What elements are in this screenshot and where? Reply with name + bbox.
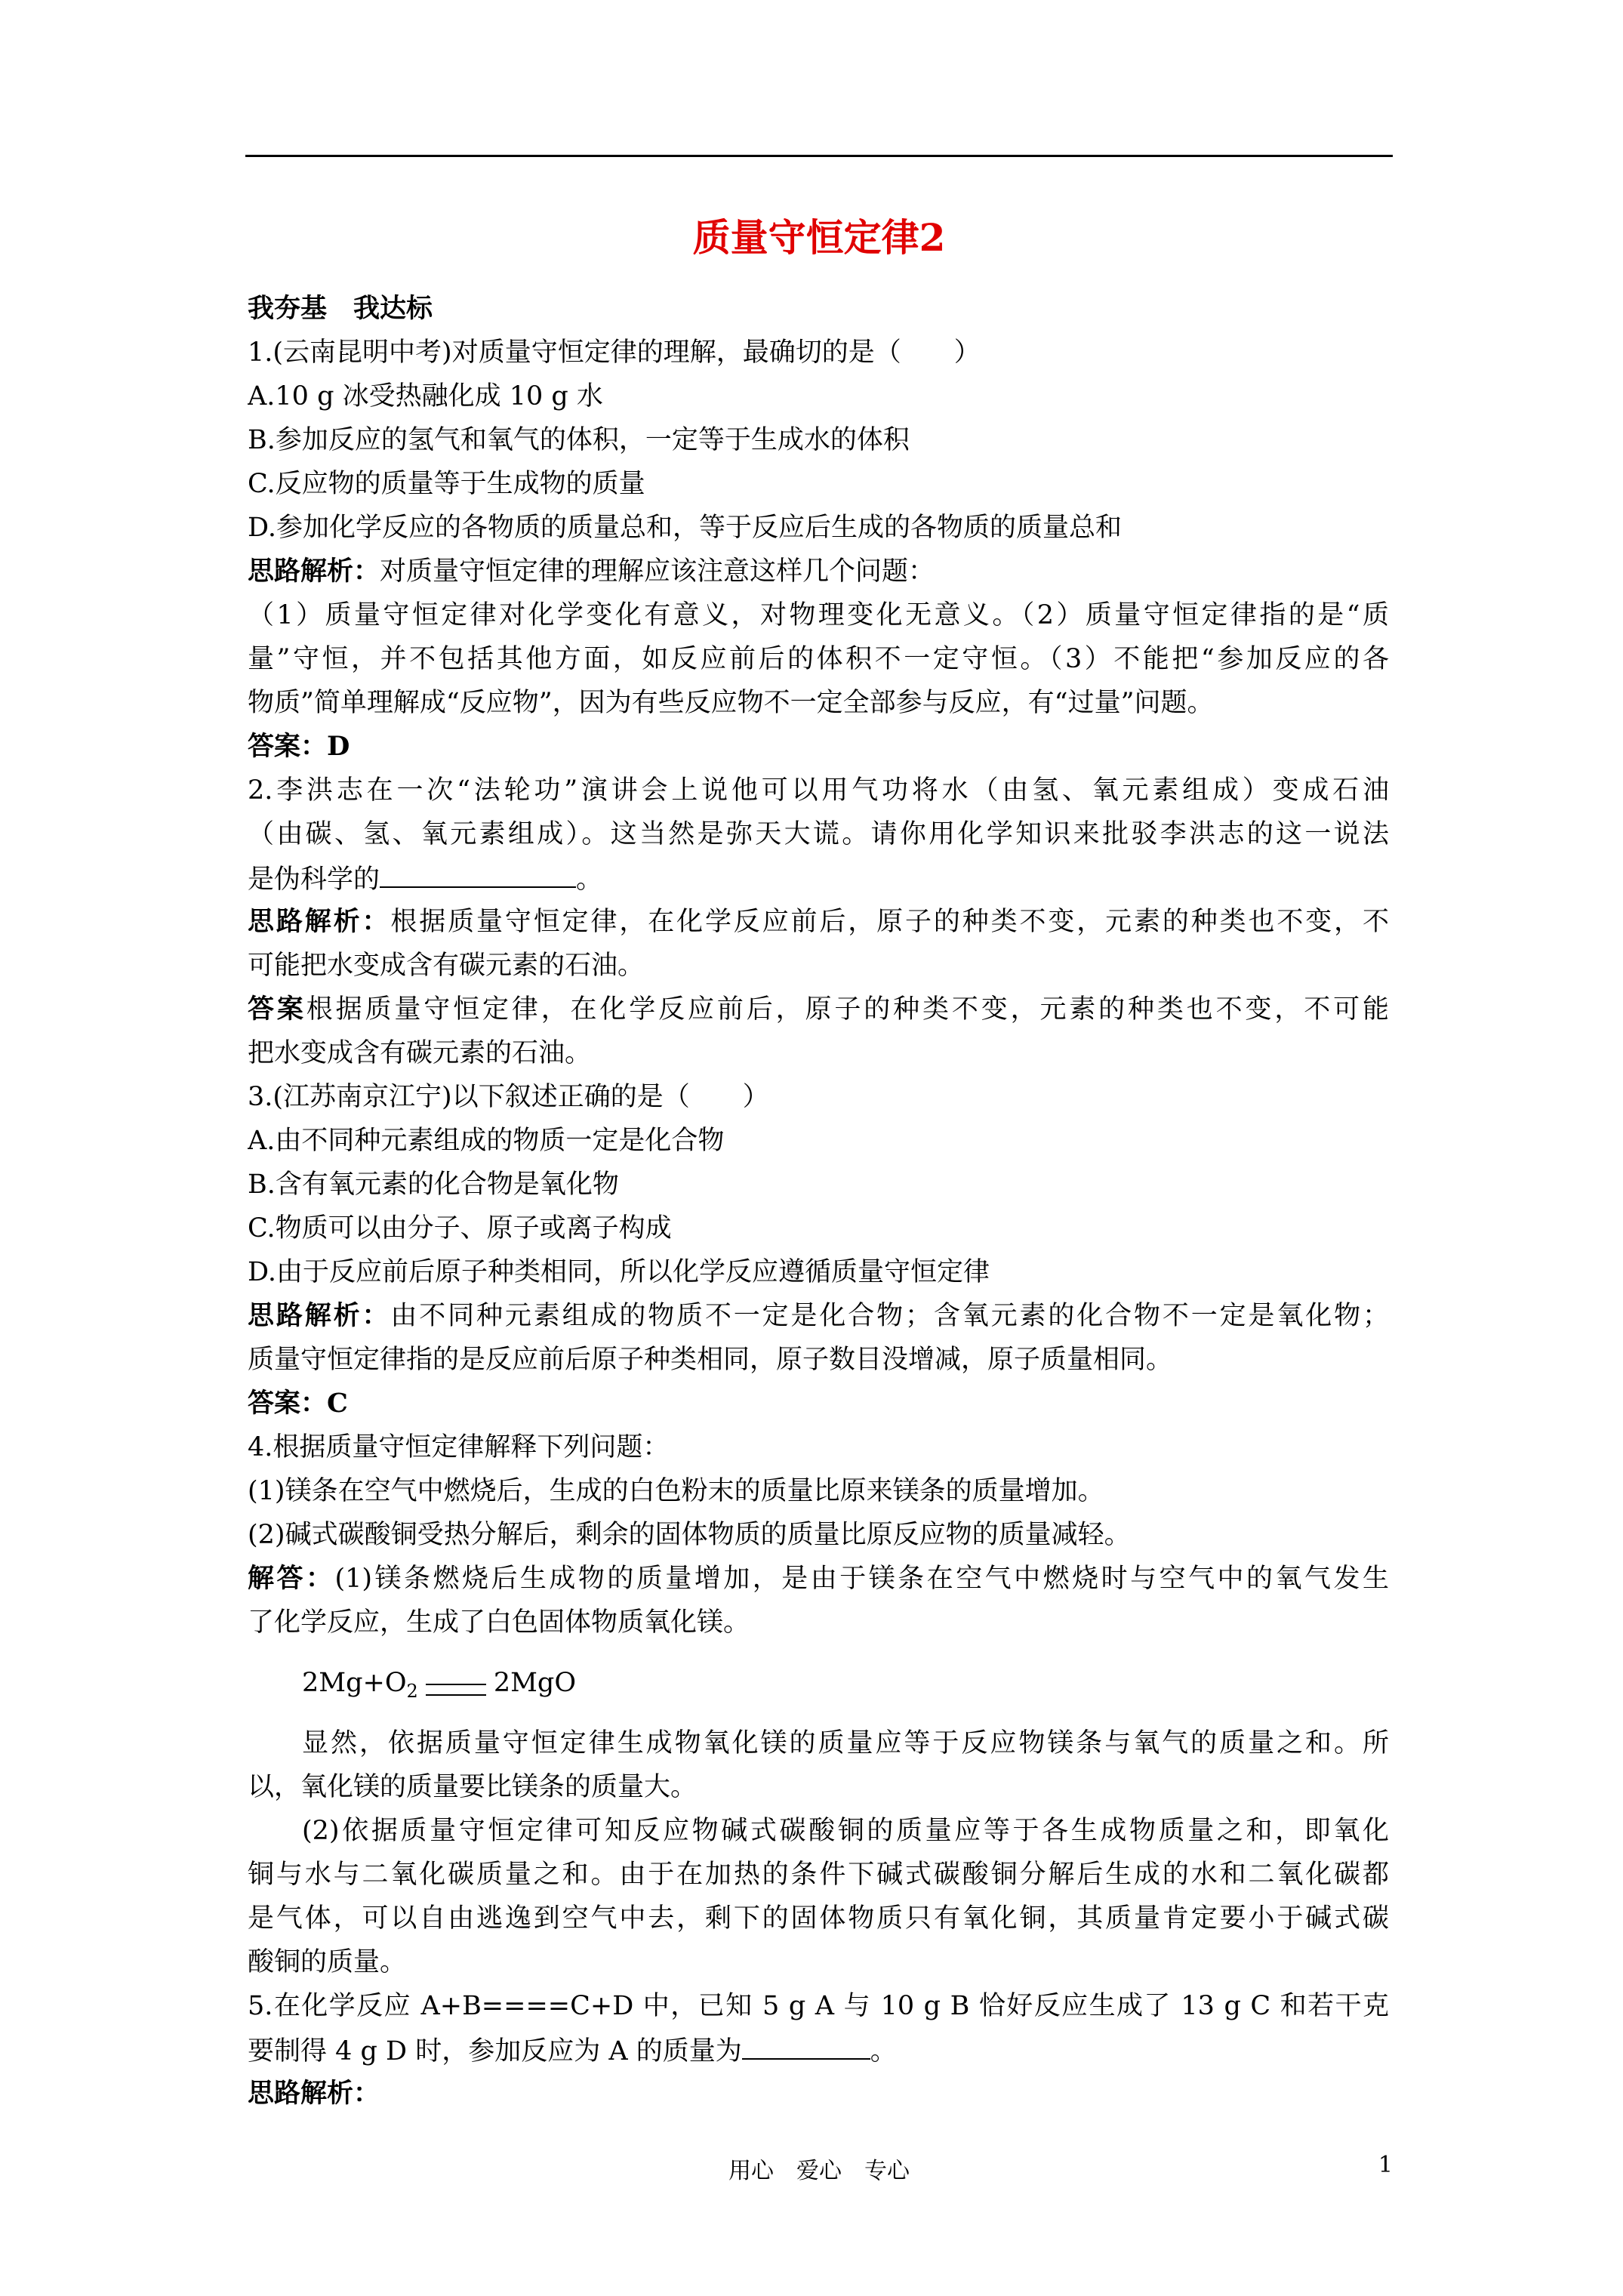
q2-answer-label: 答案	[248, 994, 306, 1025]
q2-analysis-text: 根据质量守恒定律，在化学反应前后，原子的种类不变，元素的种类也不变，不	[390, 907, 1389, 937]
q1-analysis-line: 量”守恒，并不包括其他方面，如反应前后的体积不一定守恒。（3）不能把“参加反应的各	[248, 644, 1389, 674]
q2-stem-last	[248, 856, 1389, 900]
q3-analysis	[248, 1294, 1389, 1338]
header-rule	[245, 155, 1393, 157]
q1-analysis-line: 物质”简单理解成“反应物”，因为有些反应物不一定全部参与反应，有“过量”问题。	[248, 688, 1214, 718]
q1-option-b: B.参加反应的氢气和氧气的体积，一定等于生成水的体积	[248, 425, 910, 455]
q1-analysis-intro: 对质量守恒定律的理解应该注意这样几个问题：	[380, 556, 935, 587]
q4-stem: 4.根据质量守恒定律解释下列问题：	[248, 1432, 670, 1462]
q2-answer	[248, 988, 1389, 1031]
q4-para2-line: 铜与水与二氧化碳质量之和。由于在加热的条件下碱式碳酸铜分解后生成的水和二氧化碳都	[248, 1860, 1389, 1890]
q4-solution-second: 了化学反应，生成了白色固体物质氧化镁。	[248, 1607, 750, 1638]
q5-stem-end: 。	[870, 2036, 897, 2066]
q2-answer-text: 根据质量守恒定律，在化学反应前后，原子的种类不变，元素的种类也不变，不可能	[306, 994, 1389, 1025]
q1-analysis	[248, 550, 1389, 593]
q4-para2-line: (2)依据质量守恒定律可知反应物碱式碳酸铜的质量应等于各生成物质量之和，即氧化	[302, 1816, 1389, 1846]
q4-solution-text: (1)镁条燃烧后生成物的质量增加，是由于镁条在空气中燃烧时与空气中的氧气发生	[334, 1564, 1389, 1594]
q2-answer-last: 把水变成含有碳元素的石油。	[248, 1038, 592, 1068]
equation-subscript: 2	[406, 1681, 418, 1702]
document-body	[248, 287, 1389, 2116]
q2-analysis-label: 思路解析：	[248, 906, 391, 937]
q1-option-c: C.反应物的质量等于生成物的质量	[248, 469, 645, 499]
q2-analysis-last: 可能把水变成含有碳元素的石油。	[248, 951, 645, 981]
q5-stem-line: 5.在化学反应 A+B====C+D 中，已知 5 g A 与 10 g B 恰好反应生成了 13 g C 和若干克	[248, 1991, 1389, 2021]
document-title: 质量守恒定律2	[692, 215, 946, 260]
q3-analysis-last: 质量守恒定律指的是反应前后原子种类相同，原子数目没增减，原子质量相同。	[248, 1345, 1173, 1375]
page-footer	[245, 2152, 1393, 2185]
q3-answer: 答案：C	[248, 1388, 348, 1419]
q3-stem: 3.(江苏南京江宁)以下叙述正确的是（ ）	[248, 1082, 769, 1112]
q1-analysis-line: （1）质量守恒定律对化学变化有意义，对物理变化无意义。（2）质量守恒定律指的是“质	[248, 600, 1389, 630]
q2-stem-end: 。	[576, 864, 603, 895]
q4-solution-label: 解答：	[248, 1563, 335, 1594]
q4-para2-last: 酸铜的质量。	[248, 1947, 407, 1977]
section-heading: 我夯基 我达标	[248, 293, 433, 324]
q1-option-a: A.10 g 冰受热融化成 10 g 水	[248, 381, 603, 411]
q4-item: (1)镁条在空气中燃烧后，生成的白色粉末的质量比原来镁条的质量增加。	[248, 1476, 1104, 1506]
q2-stem-line: （由碳、氢、氧元素组成）。这当然是弥天大谎。请你用化学知识来批驳李洪志的这一说法	[248, 819, 1389, 849]
page-number: 1	[1378, 2152, 1393, 2178]
q3-option-b: B.含有氧元素的化合物是氧化物	[248, 1170, 619, 1200]
q3-analysis-text: 由不同种元素组成的物质不一定是化合物；含氧元素的化合物不一定是氧化物；	[390, 1301, 1389, 1331]
q5-answer-blank[interactable]	[742, 2028, 870, 2060]
footer-motto: 用心 爱心 专心	[728, 2158, 910, 2184]
q2-stem-line: 2.李洪志在一次“法轮功”演讲会上说他可以用气功将水（由氢、氧元素组成）变成石油	[248, 775, 1389, 806]
q3-option-d: D.由于反应前后原子种类相同，所以化学反应遵循质量守恒定律	[248, 1257, 990, 1287]
q5-stem-text: 要制得 4 g D 时，参加反应为 A 的质量为	[248, 2036, 742, 2066]
q3-option-a: A.由不同种元素组成的物质一定是化合物	[248, 1126, 725, 1156]
q4-para1-line: 显然，依据质量守恒定律生成物氧化镁的质量应等于反应物镁条与氧气的质量之和。所	[302, 1728, 1389, 1758]
q3-option-c: C.物质可以由分子、原子或离子构成	[248, 1213, 672, 1244]
q2-analysis	[248, 900, 1389, 944]
q5-analysis-label: 思路解析：	[248, 2078, 380, 2109]
q4-solution	[248, 1557, 1389, 1601]
equation-product: 2MgO	[493, 1668, 577, 1698]
q5-stem-last	[248, 2028, 1389, 2072]
q1-analysis-label: 思路解析：	[248, 556, 380, 587]
q4-para2-line: 是气体，可以自由逃逸到空气中去，剩下的固体物质只有氧化铜，其质量肯定要小于碱式碳	[248, 1903, 1389, 1934]
equation-reactants: 2Mg+O	[302, 1668, 407, 1698]
q2-answer-blank[interactable]	[380, 856, 576, 888]
q1-answer: 答案：D	[248, 731, 350, 762]
q1-stem: 1.(云南昆明中考)对质量守恒定律的理解，最确切的是（ ）	[248, 337, 981, 368]
equation-equals-sign	[426, 1684, 486, 1696]
q3-analysis-label: 思路解析：	[248, 1300, 391, 1331]
q2-stem-text: 是伪科学的	[248, 864, 380, 895]
chemical-equation	[248, 1661, 1389, 1705]
q4-item: (2)碱式碳酸铜受热分解后，剩余的固体物质的质量比原反应物的质量减轻。	[248, 1520, 1131, 1550]
q4-para1-last: 以，氧化镁的质量要比镁条的质量大。	[248, 1772, 698, 1802]
q1-option-d: D.参加化学反应的各物质的质量总和，等于反应后生成的各物质的质量总和	[248, 513, 1122, 543]
